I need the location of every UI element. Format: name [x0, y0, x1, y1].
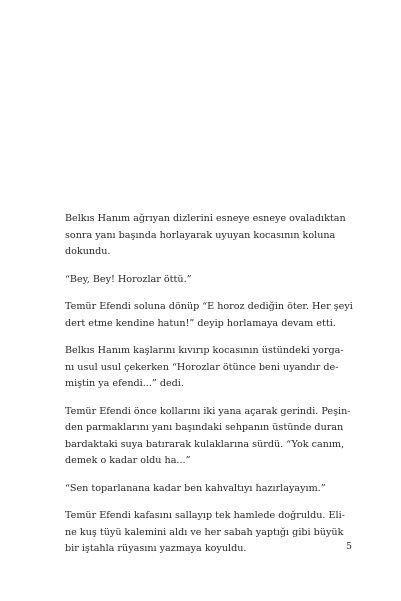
text-line: demek o kadar oldu ha...” — [65, 455, 191, 466]
text-line: ne kuş tüyü kalemini aldı ve her sabah yaptığı gibi büyük — [65, 526, 344, 538]
paragraph-7 — [65, 508, 365, 558]
text-line: Temür Efendi önce kollarını iki yana açarak gerindi. Peşin- — [65, 405, 351, 417]
text-line: sonra yanı başında horlayarak uyuyan kocasının koluna — [65, 229, 336, 241]
text-line: “Sen toparlanana kadar ben kahvaltıyı hazırlayayım.” — [65, 482, 326, 494]
text-line: Temür Efendi kafasını sallayıp tek hamlede doğruldu. Eli- — [65, 510, 345, 521]
page-number: 5 — [345, 541, 352, 552]
text-line: Belkıs Hanım ağrıyan dizlerini esneye esneye ovaladıktan — [65, 213, 346, 224]
text-line: “Bey, Bey! Horozlar öttü.” — [65, 273, 192, 285]
body-text — [65, 211, 365, 569]
text-line: bardaktaki suya batırarak kulaklarına sürdü. “Yok canım, — [65, 438, 345, 450]
text-line: bir iştahla rüyasını yazmaya koyuldu. — [65, 543, 247, 554]
text-line: Temür Efendi soluna dönüp “E horoz dediğin öter. Her şeyi — [65, 301, 353, 312]
paragraph-4 — [65, 343, 365, 393]
text-line: nı usul usul çekerken “Horozlar ötünce beni uyandır de- — [65, 361, 339, 373]
paragraph-2 — [65, 272, 365, 289]
text-line: dert etme kendine hatun!” deyip horlamaya devam etti. — [65, 317, 336, 329]
paragraph-3 — [65, 299, 365, 332]
paragraph-6 — [65, 481, 365, 498]
text-line: miştin ya efendi...” dedi. — [65, 378, 184, 389]
paragraph-5 — [65, 404, 365, 470]
text-line: dokundu. — [65, 246, 111, 257]
text-line: Belkıs Hanım kaşlarını kıvırıp kocasının üstündeki yorga- — [65, 345, 344, 356]
text-line: den parmaklarını yanı başındaki sehpanın üstünde duran — [65, 422, 344, 433]
paragraph-1 — [65, 211, 365, 261]
